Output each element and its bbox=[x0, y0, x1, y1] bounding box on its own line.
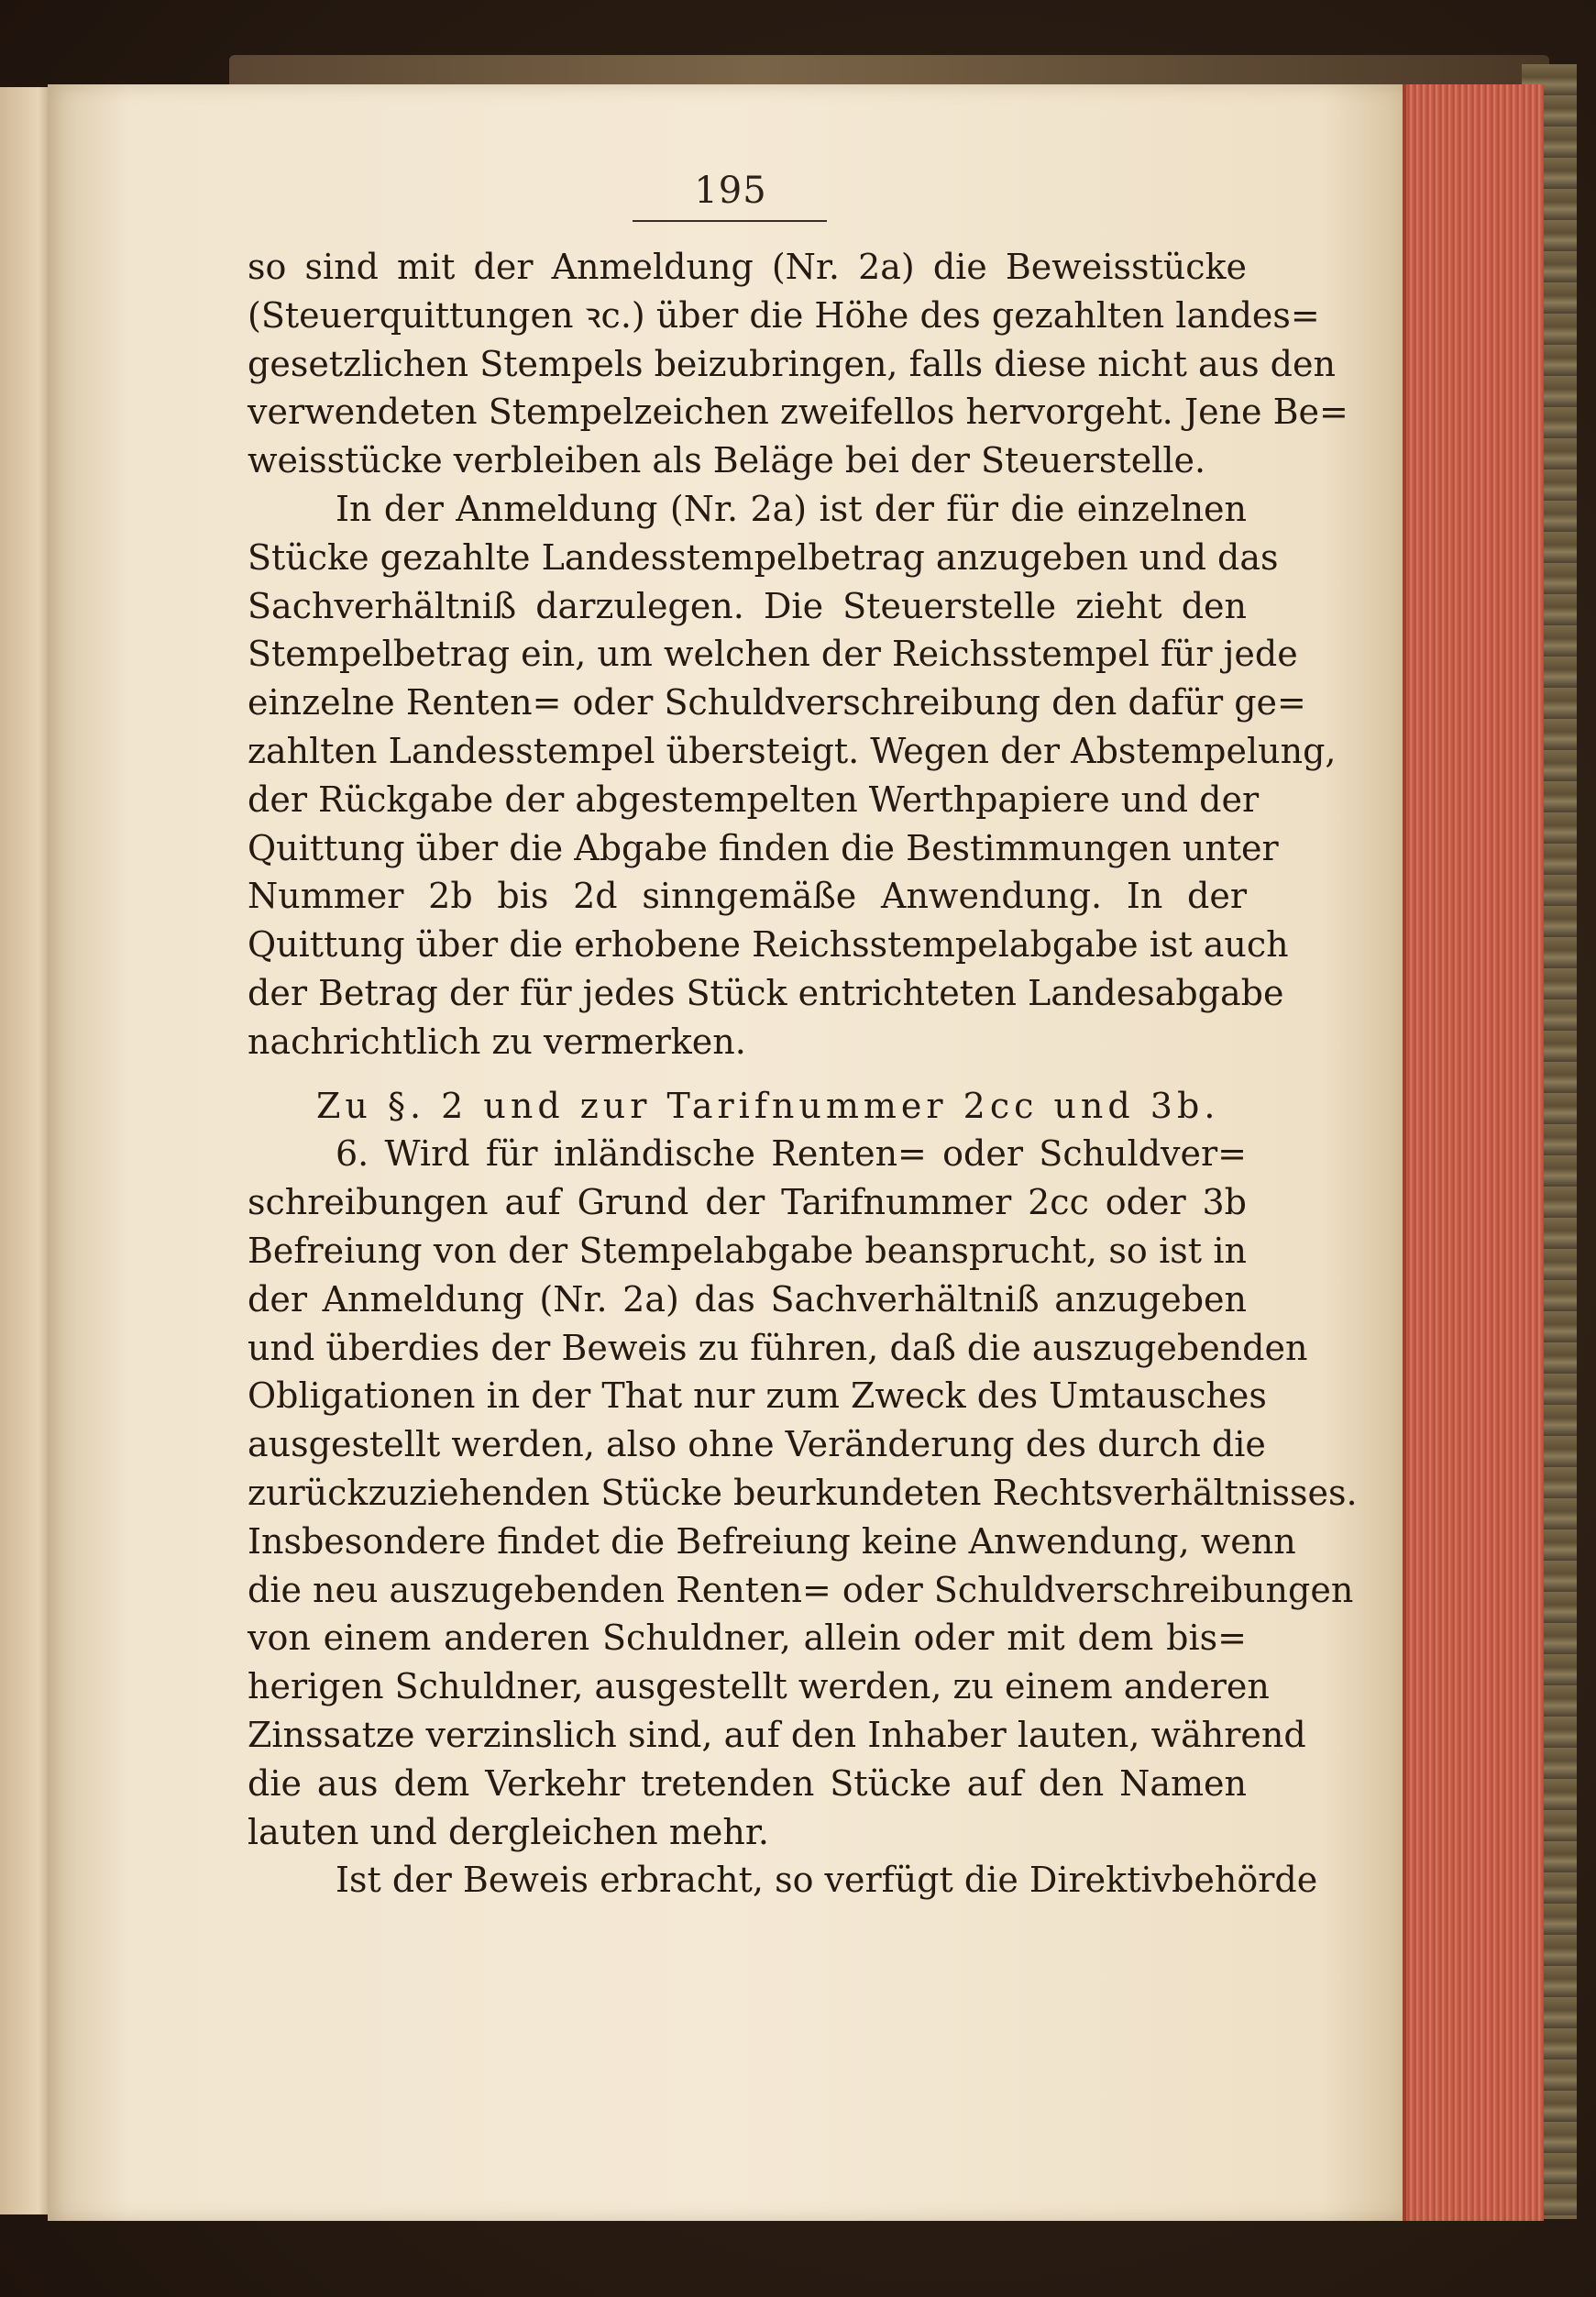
text-line: Zinssatze verzinslich sind, auf den Inhaber lauten, während bbox=[248, 1714, 1306, 1755]
text-line: Quittung über die erhobene Reichsstempelabgabe ist auch bbox=[248, 924, 1289, 966]
text-line: (Steuerquittungen ꝛc.) über die Höhe des gezahlten landes= bbox=[248, 294, 1320, 336]
text-line: herigen Schuldner, ausgestellt werden, zu einem anderen bbox=[248, 1666, 1270, 1707]
text-line: lauten und dergleichen mehr. bbox=[248, 1811, 769, 1852]
text-line: die neu auszugebenden Renten= oder Schuldverschreibungen bbox=[248, 1569, 1354, 1610]
text-line: und überdies der Beweis zu führen, daß die auszugebenden bbox=[248, 1327, 1308, 1368]
text-line: Stempelbetrag ein, um welchen der Reichsstempel für jede bbox=[248, 634, 1298, 675]
text-line: zahlten Landesstempel übersteigt. Wegen der Abstempelung, bbox=[248, 730, 1337, 771]
text-line: schreibungen auf Grund der Tarifnummer 2cc oder 3b bbox=[248, 1182, 1247, 1223]
text-line: weisstücke verbleiben als Beläge bei der Steuerstelle. bbox=[248, 440, 1206, 481]
text-line: Insbesondere findet die Befreiung keine Anwendung, wenn bbox=[248, 1520, 1296, 1562]
text-line: 6. Wird für inländische Renten= oder Schuldver= bbox=[336, 1133, 1247, 1175]
text-line: einzelne Renten= oder Schuldverschreibung den dafür ge= bbox=[248, 682, 1306, 723]
text-line: verwendeten Stempelzeichen zweifellos hervorgeht. Jene Be= bbox=[248, 392, 1348, 433]
text-line: der Rückgabe der abgestempelten Werthpapiere und der bbox=[248, 779, 1260, 820]
page-number-rule bbox=[633, 220, 827, 222]
page-block-edges bbox=[1403, 84, 1544, 2221]
text-line: ausgestellt werden, also ohne Veränderung des durch die bbox=[248, 1424, 1266, 1465]
section-spacer bbox=[248, 1066, 1247, 1082]
text-line: die aus dem Verkehr tretenden Stücke auf den Namen bbox=[248, 1762, 1247, 1804]
text-line: In der Anmeldung (Nr. 2a) ist der für die einzelnen bbox=[336, 488, 1247, 529]
text-line: so sind mit der Anmeldung (Nr. 2a) die Beweisstücke bbox=[248, 247, 1247, 287]
page-body bbox=[248, 243, 1358, 1905]
facing-page-edge bbox=[0, 87, 55, 2214]
text-line: nachrichtlich zu vermerken. bbox=[248, 1021, 746, 1062]
section-heading: Zu §. 2 und zur Tarifnummer 2cc und 3b. bbox=[316, 1085, 1220, 1126]
text-line: Stücke gezahlte Landesstempelbetrag anzugeben und das bbox=[248, 536, 1279, 578]
text-line: gesetzlichen Stempels beizubringen, falls diese nicht aus den bbox=[248, 343, 1336, 384]
text-line: der Anmeldung (Nr. 2a) das Sachverhältniß anzugeben bbox=[248, 1278, 1247, 1320]
page-number: 195 bbox=[694, 170, 767, 212]
text-line: der Betrag der für jedes Stück entrichteten Landesabgabe bbox=[248, 972, 1284, 1013]
text-line: zurückzuziehenden Stücke beurkundeten Rechtsverhältnisses. bbox=[248, 1472, 1358, 1513]
text-line: Sachverhältniß darzulegen. Die Steuerstelle zieht den bbox=[248, 585, 1247, 626]
text-line: von einem anderen Schuldner, allein oder mit dem bis= bbox=[248, 1618, 1247, 1659]
text-line: Quittung über die Abgabe finden die Bestimmungen unter bbox=[248, 827, 1279, 868]
text-line: Nummer 2b bis 2d sinngemäße Anwendung. In der bbox=[248, 876, 1247, 917]
text-line: Befreiung von der Stempelabgabe beansprucht, so ist in bbox=[248, 1230, 1247, 1271]
text-line: Obligationen in der That nur zum Zweck des Umtausches bbox=[248, 1375, 1267, 1417]
text-line: Ist der Beweis erbracht, so verfügt die Direktivbehörde bbox=[336, 1860, 1318, 1901]
